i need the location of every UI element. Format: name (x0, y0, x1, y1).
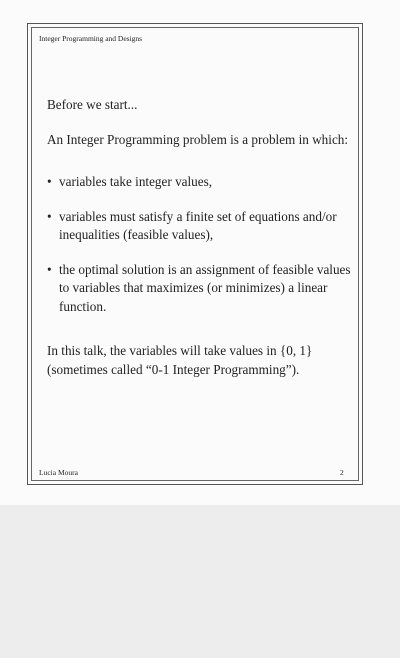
blank-page-area (0, 505, 400, 658)
footer-page-number: 2 (340, 468, 344, 477)
intro-heading: Before we start... (47, 97, 138, 112)
bullet-item (47, 173, 355, 192)
footer-author: Lucia Moura (39, 468, 78, 477)
definition-paragraph: An Integer Programming problem is a problem in which: (47, 131, 349, 147)
slide-header-title: Integer Programming and Designs (39, 34, 143, 43)
bullet-text: variables must satisfy a finite set of equations and/or inequalities (feasible values), (59, 208, 337, 242)
bullet-item (47, 261, 355, 317)
closing-paragraph: In this talk, the variables will take values in {0, 1} (sometimes called “0-1 Integer Programming”). (47, 343, 313, 377)
bullet-text: variables take integer values, (59, 174, 213, 189)
bullet-icon: • (47, 208, 52, 224)
bullet-list (47, 173, 355, 316)
slide-content (47, 96, 355, 379)
bullet-item (47, 208, 355, 245)
bullet-icon: • (47, 261, 52, 277)
bullet-text: the optimal solution is an assignment of feasible values to variables that maximizes (or minimizes) a linear function. (59, 261, 351, 314)
bullet-icon: • (47, 174, 52, 189)
